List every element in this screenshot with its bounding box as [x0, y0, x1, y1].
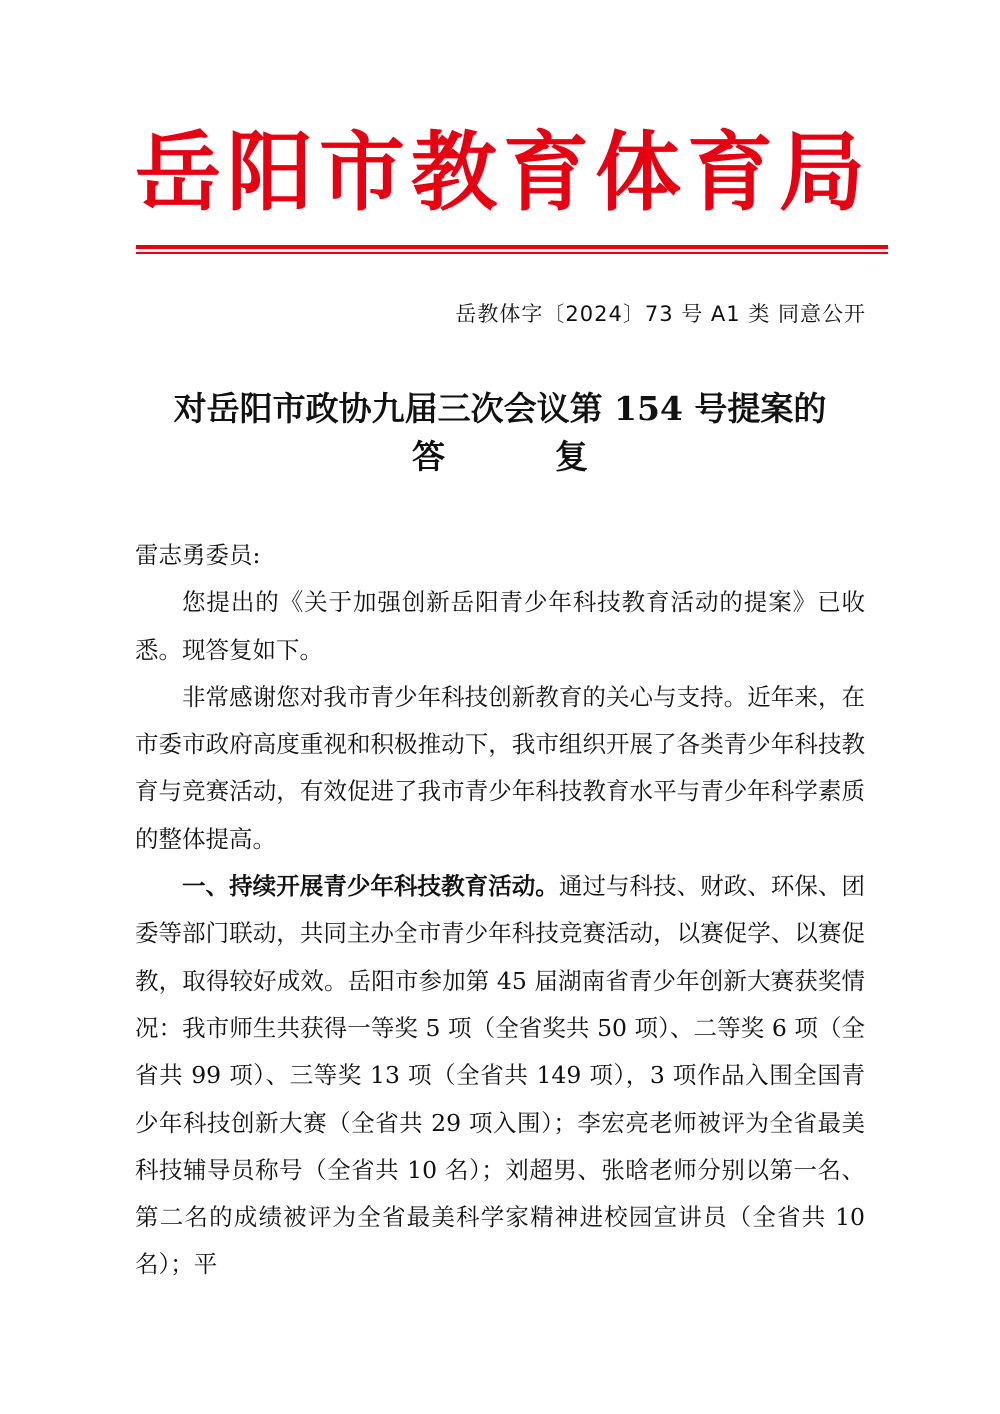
header-divider-thin: [136, 252, 888, 254]
header-divider-thick: [136, 245, 888, 249]
agency-char: 岳: [135, 122, 221, 223]
title-line-1: 对岳阳市政协九届三次会议第 154 号提案的: [173, 389, 827, 428]
salutation: 雷志勇委员:: [135, 541, 261, 569]
agency-char: 教: [411, 122, 497, 223]
paragraph: [135, 863, 865, 1289]
document-title: [135, 385, 865, 481]
title-line-2: 答复: [412, 437, 698, 476]
paragraph: 您提出的《关于加强创新岳阳青少年科技教育活动的提案》已收悉。现答复如下。: [135, 588, 865, 664]
agency-char: 阳: [227, 122, 313, 223]
paragraph: 非常感谢您对我市青少年科技创新教育的关心与支持。近年来，在市委市政府高度重视和积极推动下，我市组织开展了各类青少年科技教育与竞赛活动，有效促进了我市青少年科技教育水平与青少年科学素质的整体提高。: [135, 682, 865, 853]
paragraph-text: 通过与科技、财政、环保、团委等部门联动，共同主办全市青少年科技竞赛活动，以赛促学、以赛促教，取得较好成效。岳阳市参加第 45 届湖南省青少年创新大赛获奖情况：我市师生共获得一等奖 5 项（全省奖共 50 项）、二等奖 6 项（全省共 99 项）、三等奖 13 项（全省共 149 项），3 项作品入围全国青少年科技创新大赛（全省共 29 项入围）；李宏亮老师被评为全省最美科技辅导员称号（全省共 10 名）；刘超男、张晗老师分别以第一名、第二名的成绩被评为全省最美科学家精神进校园宣讲员（全省共 10 名）；平: [135, 872, 866, 1279]
agency-char: 育: [687, 122, 773, 223]
agency-char: 市: [319, 122, 405, 223]
agency-char: 局: [779, 122, 865, 223]
document-body: [135, 532, 865, 1289]
agency-char: 体: [595, 122, 681, 223]
section-heading: 一、持续开展青少年科技教育活动。: [182, 872, 559, 901]
agency-name-header: [135, 118, 865, 228]
agency-char: 育: [503, 122, 589, 223]
document-number: 岳教体字〔2024〕73 号 A1 类 同意公开: [455, 302, 866, 326]
